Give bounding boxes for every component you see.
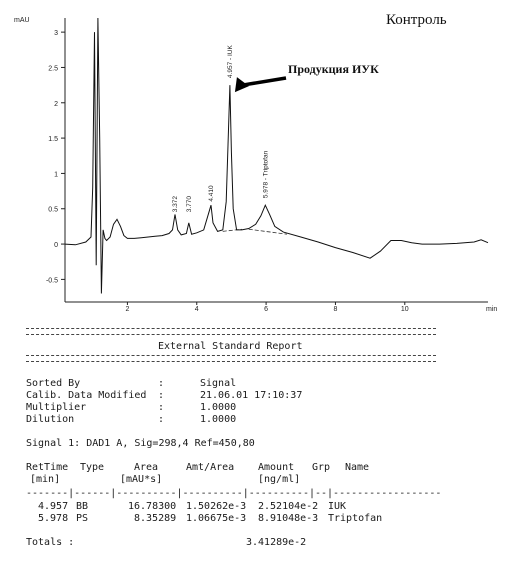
peak-label: 4.410 xyxy=(207,185,215,202)
y-tick-label: -0.5 xyxy=(45,277,58,285)
meta-colon: : xyxy=(158,378,165,389)
peak-label: 4.957 - IUK xyxy=(226,45,234,79)
table-row-type: PS xyxy=(76,513,89,524)
y-axis-label: mAU xyxy=(14,17,30,24)
totals-label: Totals : xyxy=(26,537,75,548)
totals-value: 3.41289e-2 xyxy=(246,537,307,548)
y-tick-label: 1 xyxy=(54,171,58,179)
table-row-amtarea: 1.50262e-3 xyxy=(186,501,247,512)
report-title-rule xyxy=(26,355,436,362)
meta-value-dilution: 1.0000 xyxy=(200,414,237,425)
peak-label: 3.372 xyxy=(171,195,179,213)
col-type-header: Type xyxy=(80,462,105,473)
report-title: External Standard Report xyxy=(158,341,303,352)
col-rettime-header: RetTime xyxy=(26,462,69,473)
table-row-area: 8.35289 xyxy=(134,513,177,524)
table-row-name: Triptofan xyxy=(328,513,383,524)
y-tick-label: 2 xyxy=(54,100,58,108)
meta-value-calib: 21.06.01 17:10:37 xyxy=(200,390,303,401)
x-tick-label: 2 xyxy=(125,306,130,313)
table-row-rettime: 4.957 xyxy=(38,501,69,512)
y-tick-label: 2.5 xyxy=(48,65,58,73)
table-row-type: BB xyxy=(76,501,89,512)
y-tick-label: 0 xyxy=(54,242,58,250)
col-rettime-unit: [min] xyxy=(30,474,61,485)
product-annotation: Продукция ИУК xyxy=(288,62,379,76)
peak-label: 5.978 - Triptofan xyxy=(262,150,270,199)
col-amtarea-header: Amt/Area xyxy=(186,462,235,473)
peak-label: 3.770 xyxy=(185,195,193,213)
x-tick-label: 4 xyxy=(194,306,199,313)
meta-colon: : xyxy=(158,414,165,425)
report-top-rule xyxy=(26,328,436,335)
y-tick-label: 0.5 xyxy=(48,206,58,214)
table-row-amtarea: 1.06675e-3 xyxy=(186,513,247,524)
signal-line: Signal 1: DAD1 A, Sig=298,4 Ref=450,80 xyxy=(26,438,255,449)
x-tick-label: 6 xyxy=(264,306,269,313)
meta-key-calib: Calib. Data Modified xyxy=(26,390,147,401)
x-tick-label: 10 xyxy=(400,306,409,313)
table-row-amount: 8.91048e-3 xyxy=(258,513,319,524)
y-tick-label: 3 xyxy=(54,30,58,38)
meta-colon: : xyxy=(158,390,165,401)
col-grp-header: Grp xyxy=(312,462,331,473)
table-row-amount: 2.52104e-2 xyxy=(258,501,319,512)
col-amount-header: Amount xyxy=(258,462,295,473)
col-area-header: Area xyxy=(134,462,159,473)
meta-key-sorted-by: Sorted By xyxy=(26,378,81,389)
meta-value-sorted-by: Signal xyxy=(200,378,237,389)
y-tick-label: 1.5 xyxy=(48,136,58,144)
col-amount-unit: [ng/ml] xyxy=(258,474,301,485)
table-row-area: 16.78300 xyxy=(128,501,177,512)
table-separator: -------|------|----------|----------|----------|--|------------------ xyxy=(26,488,442,499)
x-tick-label: 8 xyxy=(333,306,338,313)
meta-key-dilution: Dilution xyxy=(26,414,75,425)
control-label: Контроль xyxy=(386,12,447,28)
meta-colon: : xyxy=(158,402,165,413)
table-row-rettime: 5.978 xyxy=(38,513,69,524)
col-area-unit: [mAU*s] xyxy=(120,474,163,485)
meta-key-multiplier: Multiplier xyxy=(26,402,87,413)
meta-value-multiplier: 1.0000 xyxy=(200,402,237,413)
col-name-header: Name xyxy=(345,462,370,473)
x-axis-label: min xyxy=(486,306,498,313)
table-row-name: IUK xyxy=(328,501,347,512)
